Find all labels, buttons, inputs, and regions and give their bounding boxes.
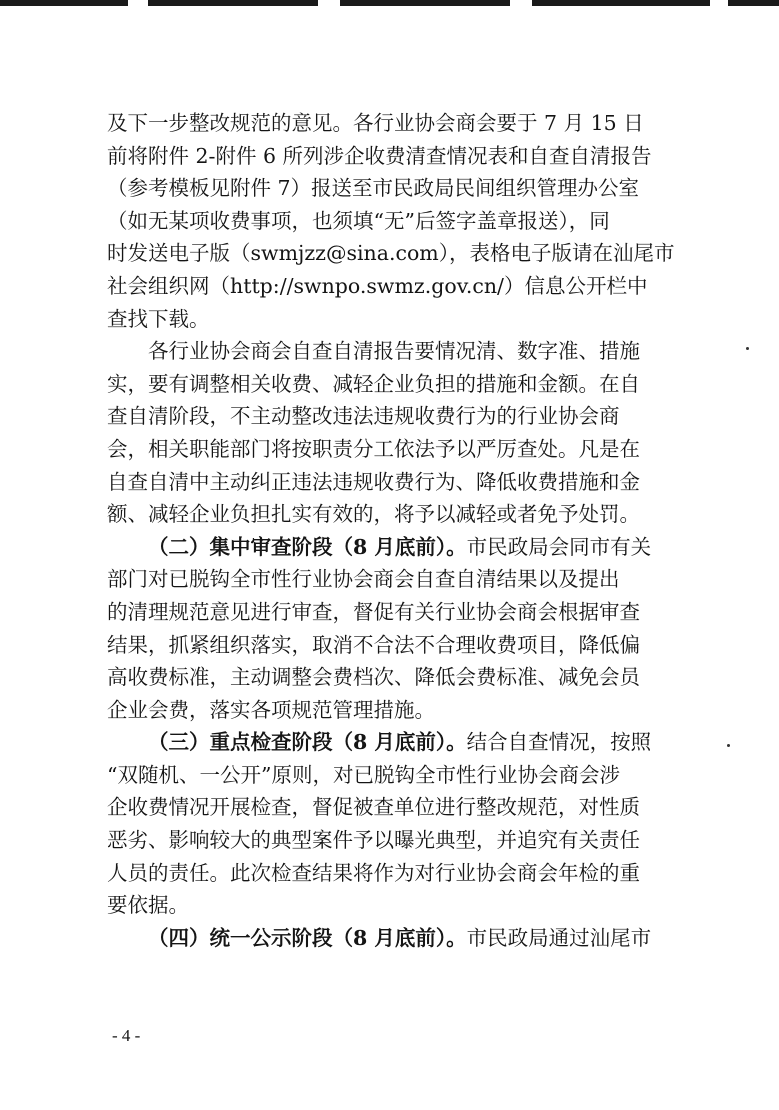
text-line: 要依据。: [107, 893, 189, 918]
text-line: 高收费标准，主动调整会费档次、降低会费标准、减免会员: [107, 665, 640, 690]
text-line: 恶劣、影响较大的典型案件予以曝光典型，并追究有关责任: [107, 828, 640, 853]
text-line: [107, 726, 652, 759]
text-line: 会，相关职能部门将按职责分工依法予以严厉查处。凡是在: [107, 436, 640, 461]
paragraph-2: [107, 335, 640, 531]
paragraph-1: [107, 107, 675, 335]
scan-speck: [746, 347, 749, 350]
section-heading: （三）重点检查阶段（8 月底前）。: [148, 730, 467, 755]
text-fragment: 市民政局通过汕尾市: [466, 925, 652, 950]
document-body: [107, 107, 675, 954]
text-line: 各行业协会商会自查自清报告要情况清、数字准、措施: [148, 339, 640, 364]
text-line: 企收费情况开展检查，督促被查单位进行整改规范，对性质: [107, 795, 640, 820]
text-line: 查找下载。: [107, 306, 210, 331]
text-fragment: 市民政局会同市有关: [466, 534, 652, 559]
text-line: 及下一步整改规范的意见。各行业协会商会要于 7 月 15 日: [107, 111, 644, 135]
scan-speck: [727, 744, 730, 747]
text-fragment: 结合自查情况，按照: [466, 730, 652, 755]
text-line: 实，要有调整相关收费、减轻企业负担的措施和金额。在自: [107, 371, 640, 396]
page-number: - 4 -: [112, 1026, 141, 1045]
text-line: [107, 922, 652, 955]
text-line: 额、减轻企业负担扎实有效的，将予以减轻或者免予处罚。: [107, 502, 640, 527]
text-line: （如无某项收费事项，也须填“无”后签字盖章报送），同: [107, 208, 610, 233]
text-line: [107, 531, 652, 564]
paragraph-3: [107, 531, 652, 727]
text-line: 人员的责任。此次检查结果将作为对行业协会商会年检的重: [107, 860, 640, 885]
paragraph-4: [107, 726, 652, 922]
paragraph-5: [107, 922, 652, 955]
text-line: 时发送电子版（swmjzz@sina.com），表格电子版请在汕尾市: [107, 241, 675, 266]
text-line: 结果，抓紧组织落实，取消不合法不合理收费项目，降低偏: [107, 632, 640, 657]
text-line: 社会组织网（http://swnpo.swmz.gov.cn/）信息公开栏中: [107, 273, 648, 298]
scan-top-edge: [0, 0, 779, 6]
text-line: 企业会费，落实各项规范管理措施。: [107, 697, 435, 722]
text-line: 前将附件 2-附件 6 所列涉企收费清查情况表和自查自清报告: [107, 143, 652, 168]
section-heading: （四）统一公示阶段（8 月底前）。: [148, 925, 467, 950]
text-line: 的清理规范意见进行审查，督促有关行业协会商会根据审查: [107, 599, 640, 624]
text-line: 查自清阶段，不主动整改违法违规收费行为的行业协会商: [107, 404, 620, 429]
text-line: 部门对已脱钩全市性行业协会商会自查自清结果以及提出: [107, 567, 620, 592]
text-line: （参考模板见附件 7）报送至市民政局民间组织管理办公室: [107, 176, 640, 201]
text-line: 自查自清中主动纠正违法违规收费行为、降低收费措施和金: [107, 469, 640, 494]
section-heading: （二）集中审查阶段（8 月底前）。: [148, 534, 467, 559]
text-line: “双随机、一公开”原则，对已脱钩全市性行业协会商会涉: [107, 762, 620, 787]
